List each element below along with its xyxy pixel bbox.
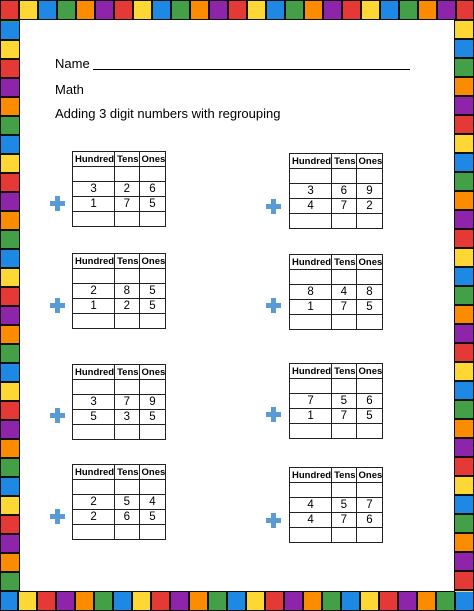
border-tile xyxy=(209,592,226,610)
border-tile xyxy=(455,344,473,361)
border-tile xyxy=(1,41,19,58)
header-row-cell: Tens xyxy=(115,152,139,167)
place-value-table xyxy=(72,464,166,540)
regroup-row-cell[interactable] xyxy=(332,483,356,498)
answer-row-cell[interactable] xyxy=(290,214,332,229)
border-tile xyxy=(38,592,55,610)
header-row-cell: Tens xyxy=(115,254,139,269)
border-tile xyxy=(1,174,19,191)
border-tile xyxy=(455,515,473,532)
answer-row-cell[interactable] xyxy=(290,315,332,330)
regroup-row xyxy=(73,167,166,182)
regroup-row-cell[interactable] xyxy=(115,269,139,284)
border-tile xyxy=(95,592,112,610)
addend-row-1 xyxy=(73,182,166,197)
border-tile xyxy=(57,592,74,610)
border-tile xyxy=(455,458,473,475)
border-tile xyxy=(419,1,436,19)
header-row-cell: Ones xyxy=(356,154,383,169)
addend-row-1-cell: 6 xyxy=(356,394,383,409)
addend-row-1-cell: 3 xyxy=(73,182,115,197)
border-tile xyxy=(455,477,473,494)
header-row-cell: Hundred xyxy=(73,365,115,380)
regroup-row-cell[interactable] xyxy=(115,167,139,182)
regroup-row-cell[interactable] xyxy=(115,380,139,395)
answer-row-cell[interactable] xyxy=(73,525,115,540)
header-row-cell: Ones xyxy=(356,364,383,379)
addend-row-1 xyxy=(290,184,383,199)
header-row-cell: Tens xyxy=(332,468,356,483)
border-tile xyxy=(304,592,321,610)
plus-icon xyxy=(50,196,65,211)
border-tile xyxy=(1,592,17,610)
regroup-row-cell[interactable] xyxy=(356,270,383,285)
regroup-row-cell[interactable] xyxy=(290,483,332,498)
border-tile xyxy=(455,268,473,285)
regroup-row-cell[interactable] xyxy=(73,380,115,395)
header-row xyxy=(73,254,166,269)
header-row-cell: Hundred xyxy=(290,468,332,483)
border-tile xyxy=(1,364,19,381)
answer-row-cell[interactable] xyxy=(356,315,383,330)
border-tile xyxy=(455,325,473,342)
regroup-row-cell[interactable] xyxy=(139,480,166,495)
border-tile xyxy=(455,382,473,399)
answer-row-cell[interactable] xyxy=(332,315,356,330)
addend-row-2-cell: 7 xyxy=(115,197,139,212)
addend-row-2-cell: 3 xyxy=(115,410,139,425)
border-tile xyxy=(1,345,19,362)
answer-row-cell[interactable] xyxy=(73,212,115,227)
border-tile xyxy=(1,117,19,134)
border-tile xyxy=(1,231,19,248)
border-tile xyxy=(191,1,208,19)
border-tile xyxy=(77,1,94,19)
border-tile xyxy=(152,592,169,610)
regroup-row xyxy=(73,380,166,395)
border-tile xyxy=(1,573,19,590)
regroup-row-cell[interactable] xyxy=(356,483,383,498)
border-tile xyxy=(1,60,19,77)
answer-row xyxy=(290,528,383,543)
border-tile xyxy=(1,383,19,400)
addend-row-2-cell: 2 xyxy=(115,299,139,314)
addend-row-2-cell: 5 xyxy=(139,299,166,314)
border-tile xyxy=(1,535,19,552)
answer-row-cell[interactable] xyxy=(290,424,332,439)
border-tile xyxy=(438,1,455,19)
border-tile xyxy=(380,592,397,610)
addend-row-1-cell: 2 xyxy=(115,182,139,197)
answer-row-cell[interactable] xyxy=(356,528,383,543)
addend-row-1 xyxy=(290,498,383,513)
regroup-row xyxy=(290,169,383,184)
addend-row-1-cell: 5 xyxy=(332,394,356,409)
border-tile xyxy=(323,592,340,610)
answer-row-cell[interactable] xyxy=(115,212,139,227)
border-tile xyxy=(1,136,19,153)
border-tile xyxy=(455,572,473,589)
addend-row-2 xyxy=(290,300,383,315)
border-tile xyxy=(210,1,227,19)
border-tile xyxy=(455,306,473,323)
regroup-row-cell[interactable] xyxy=(73,480,115,495)
answer-row-cell[interactable] xyxy=(139,525,166,540)
answer-row-cell[interactable] xyxy=(115,425,139,440)
border-tile xyxy=(455,420,473,437)
border-tile xyxy=(455,173,473,190)
border-tile xyxy=(228,592,245,610)
header-row-cell: Ones xyxy=(139,152,166,167)
addend-row-1-cell: 3 xyxy=(73,395,115,410)
regroup-row xyxy=(290,483,383,498)
border-tile xyxy=(455,59,473,76)
border-tile xyxy=(285,592,302,610)
addend-row-2-cell: 2 xyxy=(73,510,115,525)
regroup-row-cell[interactable] xyxy=(356,169,383,184)
answer-row-cell[interactable] xyxy=(115,525,139,540)
place-value-table xyxy=(289,254,383,330)
border-tile xyxy=(455,154,473,171)
addend-row-1-cell: 7 xyxy=(356,498,383,513)
regroup-row xyxy=(73,269,166,284)
answer-row-cell[interactable] xyxy=(73,314,115,329)
addend-row-1-cell: 9 xyxy=(139,395,166,410)
answer-row-cell[interactable] xyxy=(139,212,166,227)
header-row xyxy=(73,465,166,480)
answer-row-cell[interactable] xyxy=(115,314,139,329)
answer-row-cell[interactable] xyxy=(139,425,166,440)
border-tile xyxy=(1,421,19,438)
header-row xyxy=(290,364,383,379)
border-tile xyxy=(1,307,19,324)
addend-row-1-cell: 8 xyxy=(290,285,332,300)
border-tile xyxy=(1,250,19,267)
border-tile xyxy=(1,402,19,419)
border-tile xyxy=(343,1,360,19)
border-tile xyxy=(153,1,170,19)
border-tile xyxy=(20,1,37,19)
border-tile xyxy=(1,459,19,476)
addend-row-2 xyxy=(73,299,166,314)
addend-row-2-cell: 7 xyxy=(332,513,356,528)
addend-row-1-cell: 2 xyxy=(73,495,115,510)
addend-row-2-cell: 2 xyxy=(356,199,383,214)
border-tile xyxy=(455,192,473,209)
addend-row-1-cell: 8 xyxy=(356,285,383,300)
addend-row-2-cell: 6 xyxy=(115,510,139,525)
border-tile xyxy=(1,22,19,39)
border-tile xyxy=(455,534,473,551)
border-tile xyxy=(1,98,19,115)
border-tile xyxy=(455,249,473,266)
header-row-cell: Ones xyxy=(139,465,166,480)
border-tile xyxy=(455,496,473,513)
answer-row-cell[interactable] xyxy=(139,314,166,329)
header-row-cell: Hundred xyxy=(73,152,115,167)
addend-row-2-cell: 7 xyxy=(332,409,356,424)
border-tile xyxy=(455,97,473,114)
name-line xyxy=(93,69,410,70)
header-row xyxy=(290,468,383,483)
header-row-cell: Tens xyxy=(332,255,356,270)
header-row-cell: Hundred xyxy=(73,465,115,480)
border-tile xyxy=(1,516,19,533)
border-tile xyxy=(1,440,19,457)
addend-row-1-cell: 5 xyxy=(332,498,356,513)
header-row-cell: Tens xyxy=(332,364,356,379)
addend-row-2-cell: 5 xyxy=(139,510,166,525)
border-tile xyxy=(115,1,132,19)
place-value-table xyxy=(289,153,383,229)
border-tile xyxy=(229,1,246,19)
addend-row-1-cell: 8 xyxy=(115,284,139,299)
regroup-row-cell[interactable] xyxy=(73,167,115,182)
border-tile xyxy=(381,1,398,19)
addend-row-1-cell: 4 xyxy=(290,498,332,513)
answer-row xyxy=(290,424,383,439)
header-row-cell: Tens xyxy=(115,465,139,480)
border-tile xyxy=(455,363,473,380)
addend-row-1-cell: 2 xyxy=(73,284,115,299)
header-row xyxy=(290,154,383,169)
plus-icon xyxy=(266,298,281,313)
plus-icon xyxy=(50,408,65,423)
border-tile xyxy=(96,1,113,19)
answer-row-cell[interactable] xyxy=(332,424,356,439)
border-tile xyxy=(455,230,473,247)
addend-row-2 xyxy=(73,410,166,425)
addend-row-2 xyxy=(73,510,166,525)
addend-row-2-cell: 7 xyxy=(332,199,356,214)
border-tile xyxy=(58,1,75,19)
plus-icon xyxy=(266,199,281,214)
border-tile xyxy=(324,1,341,19)
border-tile xyxy=(1,21,19,22)
header-row-cell: Ones xyxy=(356,468,383,483)
place-value-table xyxy=(289,363,383,439)
border-tile xyxy=(19,592,36,610)
border-tile xyxy=(455,78,473,95)
border-tile xyxy=(39,1,56,19)
border-tile xyxy=(1,155,19,172)
plus-icon xyxy=(266,513,281,528)
addend-row-2-cell: 1 xyxy=(290,409,332,424)
header-row-cell: Ones xyxy=(356,255,383,270)
addend-row-2-cell: 1 xyxy=(73,299,115,314)
addend-row-1-cell: 5 xyxy=(139,284,166,299)
answer-row xyxy=(73,314,166,329)
regroup-row-cell[interactable] xyxy=(332,270,356,285)
border-tile xyxy=(455,439,473,456)
border-tile xyxy=(1,326,19,343)
border-tile xyxy=(455,135,473,152)
regroup-row xyxy=(290,379,383,394)
border-tile xyxy=(1,497,19,514)
answer-row xyxy=(73,525,166,540)
header-row-cell: Hundred xyxy=(290,154,332,169)
addend-row-2 xyxy=(290,199,383,214)
addend-row-1 xyxy=(290,394,383,409)
border-tile xyxy=(1,79,19,96)
border-tile xyxy=(455,591,473,592)
addend-row-2-cell: 1 xyxy=(290,300,332,315)
border-tile xyxy=(361,592,378,610)
place-value-table xyxy=(289,467,383,543)
addend-row-1-cell: 4 xyxy=(139,495,166,510)
addend-row-2-cell: 4 xyxy=(290,513,332,528)
border-tile xyxy=(1,193,19,210)
regroup-row-cell[interactable] xyxy=(139,269,166,284)
addend-row-1-cell: 7 xyxy=(290,394,332,409)
header-row-cell: Hundred xyxy=(290,255,332,270)
addend-row-2-cell: 5 xyxy=(356,300,383,315)
answer-row xyxy=(73,212,166,227)
border-tile xyxy=(455,116,473,133)
header-row-cell: Tens xyxy=(115,365,139,380)
header-row xyxy=(73,365,166,380)
border-tile xyxy=(266,592,283,610)
border-tile xyxy=(1,554,19,571)
border-tile xyxy=(172,1,189,19)
border-tile xyxy=(455,287,473,304)
border-tile xyxy=(305,1,322,19)
addend-row-1-cell: 6 xyxy=(139,182,166,197)
addend-row-1-cell: 3 xyxy=(290,184,332,199)
header-row-cell: Hundred xyxy=(73,254,115,269)
answer-row xyxy=(290,214,383,229)
border-tile xyxy=(342,592,359,610)
regroup-row xyxy=(290,270,383,285)
header-row-cell: Hundred xyxy=(290,364,332,379)
border-tile xyxy=(247,592,264,610)
border-tile xyxy=(455,40,473,57)
answer-row-cell[interactable] xyxy=(73,425,115,440)
name-label: Name xyxy=(55,56,90,71)
regroup-row-cell[interactable] xyxy=(73,269,115,284)
addend-row-1-cell: 6 xyxy=(332,184,356,199)
subject-label: Math xyxy=(55,82,84,97)
addend-row-1 xyxy=(73,395,166,410)
border-tile xyxy=(455,401,473,418)
addend-row-2-cell: 5 xyxy=(139,410,166,425)
plus-icon xyxy=(50,509,65,524)
plus-icon xyxy=(50,298,65,313)
border-tile xyxy=(190,592,207,610)
border-tile xyxy=(1,1,18,19)
border-tile xyxy=(455,211,473,228)
border-tile xyxy=(457,1,473,19)
regroup-row xyxy=(73,480,166,495)
place-value-table xyxy=(72,151,166,227)
header-row xyxy=(290,255,383,270)
border-tile xyxy=(134,1,151,19)
header-row xyxy=(73,152,166,167)
addend-row-2-cell: 5 xyxy=(356,409,383,424)
answer-row xyxy=(290,315,383,330)
addend-row-2 xyxy=(290,409,383,424)
addend-row-1 xyxy=(73,495,166,510)
border-tile xyxy=(455,21,473,38)
regroup-row-cell[interactable] xyxy=(332,169,356,184)
place-value-table xyxy=(72,253,166,329)
border-tile xyxy=(171,592,188,610)
addend-row-2 xyxy=(73,197,166,212)
border-tile xyxy=(248,1,265,19)
addend-row-2-cell: 1 xyxy=(73,197,115,212)
border-tile xyxy=(418,592,435,610)
addend-row-2-cell: 4 xyxy=(290,199,332,214)
border-tile xyxy=(437,592,454,610)
border-tile xyxy=(133,592,150,610)
addend-row-1-cell: 5 xyxy=(115,495,139,510)
answer-row-cell[interactable] xyxy=(290,528,332,543)
border-tile xyxy=(455,553,473,570)
instruction-text: Adding 3 digit numbers with regrouping xyxy=(55,106,281,121)
border-tile xyxy=(456,592,473,610)
addend-row-1-cell: 4 xyxy=(332,285,356,300)
regroup-row-cell[interactable] xyxy=(290,169,332,184)
addend-row-1 xyxy=(290,285,383,300)
regroup-row-cell[interactable] xyxy=(290,270,332,285)
plus-icon xyxy=(266,407,281,422)
header-row-cell: Ones xyxy=(139,254,166,269)
border-tile xyxy=(76,592,93,610)
border-tile xyxy=(114,592,131,610)
addend-row-2-cell: 5 xyxy=(139,197,166,212)
border-tile xyxy=(286,1,303,19)
regroup-row-cell[interactable] xyxy=(356,379,383,394)
border-tile xyxy=(267,1,284,19)
header-row-cell: Tens xyxy=(332,154,356,169)
answer-row xyxy=(73,425,166,440)
border-tile xyxy=(1,288,19,305)
addend-row-1-cell: 7 xyxy=(115,395,139,410)
answer-row-cell[interactable] xyxy=(356,424,383,439)
answer-row-cell[interactable] xyxy=(332,214,356,229)
border-tile xyxy=(1,212,19,229)
border-tile xyxy=(1,478,19,495)
place-value-table xyxy=(72,364,166,440)
border-tile xyxy=(1,269,19,286)
border-tile xyxy=(399,592,416,610)
addend-row-2-cell: 5 xyxy=(73,410,115,425)
regroup-row-cell[interactable] xyxy=(139,380,166,395)
addend-row-1 xyxy=(73,284,166,299)
addend-row-2-cell: 6 xyxy=(356,513,383,528)
addend-row-2 xyxy=(290,513,383,528)
border-tile xyxy=(400,1,417,19)
border-tile xyxy=(362,1,379,19)
addend-row-2-cell: 7 xyxy=(332,300,356,315)
regroup-row-cell[interactable] xyxy=(332,379,356,394)
regroup-row-cell[interactable] xyxy=(139,167,166,182)
answer-row-cell[interactable] xyxy=(332,528,356,543)
addend-row-1-cell: 9 xyxy=(356,184,383,199)
answer-row-cell[interactable] xyxy=(356,214,383,229)
regroup-row-cell[interactable] xyxy=(290,379,332,394)
header-row-cell: Ones xyxy=(139,365,166,380)
regroup-row-cell[interactable] xyxy=(115,480,139,495)
